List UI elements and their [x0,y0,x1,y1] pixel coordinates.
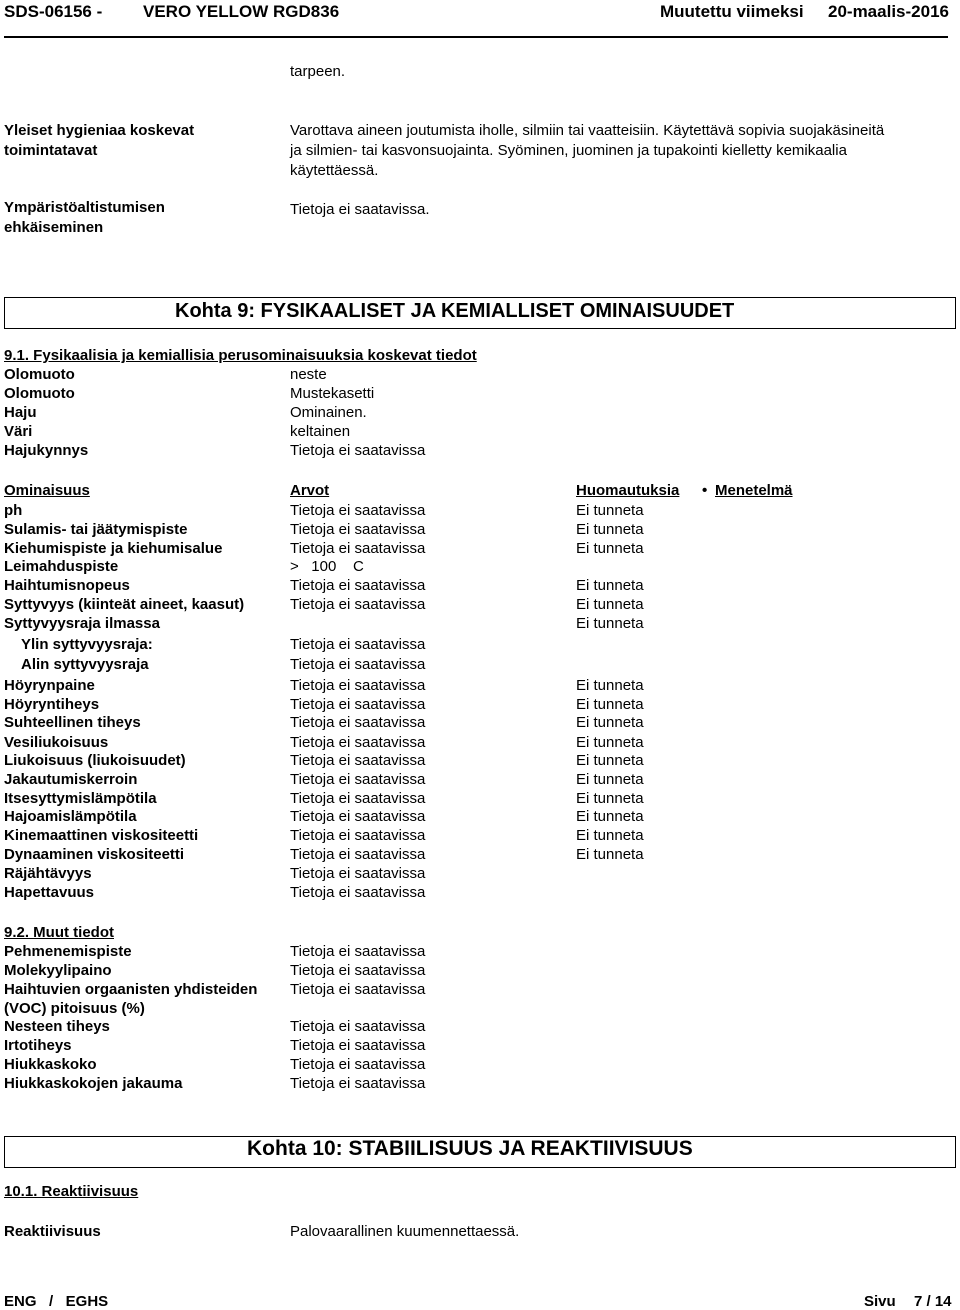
other-property-value: Tietoja ei saatavissa [290,1037,426,1054]
property-name: Höyryntiheys [4,696,100,713]
other-property-name: Irtotiheys [4,1037,72,1054]
property-name: Dynaaminen viskositeetti [4,846,185,863]
property-name: Leimahduspiste [4,558,119,575]
property-value: Tietoja ei saatavissa [290,577,426,594]
property-name: Syttyvyysraja ilmassa [4,615,160,632]
revised-label: Muutettu viimeksi [660,2,804,21]
env-label-line1: Ympäristöaltistumisen [4,199,165,216]
env-label-line2: ehkäiseminen [4,219,104,236]
other-property-name: Hiukkaskokojen jakauma [4,1075,183,1092]
property-value: Tietoja ei saatavissa [290,636,426,653]
hygiene-text-line3: käytettäessä. [290,162,379,179]
property-name: Itsesyttymislämpötila [4,790,157,807]
revised-date: 20-maalis-2016 [828,2,949,21]
property-value: Tietoja ei saatavissa [290,771,426,788]
property-value: Tietoja ei saatavissa [290,696,426,713]
property-name: Syttyvyys (kiinteät aineet, kaasut) [4,596,245,613]
hygiene-text-line2: ja silmien- tai kasvonsuojainta. Syöminen, juominen ja tupakointi kielletty kemikaalia [290,142,847,159]
basic-property-value: Tietoja ei saatavissa [290,442,426,459]
property-value: Tietoja ei saatavissa [290,752,426,769]
other-property-value: Tietoja ei saatavissa [290,1056,426,1073]
property-name: Jakautumiskerroin [4,771,138,788]
property-remark: Ei tunneta [576,790,644,807]
property-value: Tietoja ei saatavissa [290,502,426,519]
property-remark: Ei tunneta [576,540,644,557]
reactivity-value: Palovaarallinen kuumennettaessä. [290,1223,520,1240]
other-property-value: Tietoja ei saatavissa [290,1018,426,1035]
property-name: Vesiliukoisuus [4,734,109,751]
property-remark: Ei tunneta [576,521,644,538]
property-remark: Ei tunneta [576,714,644,731]
header-rule [4,36,948,38]
property-value: Tietoja ei saatavissa [290,734,426,751]
property-value: Tietoja ei saatavissa [290,827,426,844]
other-property-name: Hiukkaskoko [4,1056,97,1073]
property-value: Tietoja ei saatavissa [290,714,426,731]
property-value: Tietoja ei saatavissa [290,846,426,863]
property-name: Hajoamislämpötila [4,808,137,825]
property-name: ph [4,502,23,519]
property-value: Tietoja ei saatavissa [290,808,426,825]
property-value: Tietoja ei saatavissa [290,540,426,557]
property-value: > 100 C [290,558,364,575]
col-head-bullet: • [702,482,708,499]
section10-1-title: 10.1. Reaktiivisuus [4,1183,139,1200]
property-remark: Ei tunneta [576,615,644,632]
other-property-name: Nesteen tiheys [4,1018,110,1035]
hygiene-label-line2: toimintatavat [4,142,98,159]
property-value: Tietoja ei saatavissa [290,677,426,694]
property-name: Höyrynpaine [4,677,95,694]
property-remark: Ei tunneta [576,734,644,751]
col-head-remarks: Huomautuksia [576,482,680,499]
footer-language: ENG / EGHS [4,1293,109,1310]
section9-1-title: 9.1. Fysikaalisia ja kemiallisia perusominaisuuksia koskevat tiedot [4,347,477,364]
property-value: Tietoja ei saatavissa [290,865,426,882]
other-property-name: Pehmenemispiste [4,943,132,960]
property-remark: Ei tunneta [576,577,644,594]
property-name: Kinemaattinen viskositeetti [4,827,199,844]
property-name: Hapettavuus [4,884,95,901]
other-property-name: Molekyylipaino [4,962,112,979]
property-value: Tietoja ei saatavissa [290,596,426,613]
basic-property-label: Haju [4,404,37,421]
section9-title: Kohta 9: FYSIKAALISET JA KEMIALLISET OMINAISUUDET [175,300,735,322]
property-name: Liukoisuus (liukoisuudet) [4,752,186,769]
continued-text: tarpeen. [290,63,346,80]
footer-page-number: 7 / 14 [914,1293,952,1310]
property-value: Tietoja ei saatavissa [290,656,426,673]
product-name: VERO YELLOW RGD836 [143,2,340,21]
sds-id: SDS-06156 - [4,2,103,21]
env-text: Tietoja ei saatavissa. [290,201,430,218]
property-remark: Ei tunneta [576,502,644,519]
other-property-name: Haihtuvien orgaanisten yhdisteiden [4,981,258,998]
property-name: Räjähtävyys [4,865,92,882]
col-head-property: Ominaisuus [4,482,90,499]
property-remark: Ei tunneta [576,808,644,825]
other-property-value: Tietoja ei saatavissa [290,981,426,998]
other-property-name-cont: (VOC) pitoisuus (%) [4,1000,145,1017]
property-remark: Ei tunneta [576,677,644,694]
property-value: Tietoja ei saatavissa [290,790,426,807]
property-name: Haihtumisnopeus [4,577,130,594]
basic-property-value: neste [290,366,327,383]
footer-page-label: Sivu [864,1293,896,1310]
property-remark: Ei tunneta [576,596,644,613]
basic-property-value: Ominainen. [290,404,367,421]
basic-property-label: Olomuoto [4,366,75,383]
basic-property-label: Väri [4,423,33,440]
property-name: Alin syttyvyysraja [21,656,149,673]
other-property-value: Tietoja ei saatavissa [290,1075,426,1092]
section9-2-title: 9.2. Muut tiedot [4,924,114,941]
property-name: Suhteellinen tiheys [4,714,141,731]
hygiene-text-line1: Varottava aineen joutumista iholle, silmiin tai vaatteisiin. Käytettävä sopivia suojakäsineitä [290,122,885,139]
property-name: Kiehumispiste ja kiehumisalue [4,540,223,557]
col-head-values: Arvot [290,482,330,499]
reactivity-label: Reaktiivisuus [4,1223,101,1240]
property-remark: Ei tunneta [576,771,644,788]
property-remark: Ei tunneta [576,827,644,844]
basic-property-value: Mustekasetti [290,385,375,402]
property-remark: Ei tunneta [576,752,644,769]
basic-property-label: Hajukynnys [4,442,89,459]
property-value: Tietoja ei saatavissa [290,521,426,538]
other-property-value: Tietoja ei saatavissa [290,943,426,960]
hygiene-label-line1: Yleiset hygieniaa koskevat [4,122,195,139]
property-value: Tietoja ei saatavissa [290,884,426,901]
other-property-value: Tietoja ei saatavissa [290,962,426,979]
section10-title: Kohta 10: STABIILISUUS JA REAKTIIVISUUS [247,1137,693,1160]
property-remark: Ei tunneta [576,696,644,713]
basic-property-value: keltainen [290,423,351,440]
property-name: Sulamis- tai jäätymispiste [4,521,188,538]
property-name: Ylin syttyvyysraja: [21,636,153,653]
property-remark: Ei tunneta [576,846,644,863]
col-head-method: Menetelmä [715,482,793,499]
basic-property-label: Olomuoto [4,385,75,402]
